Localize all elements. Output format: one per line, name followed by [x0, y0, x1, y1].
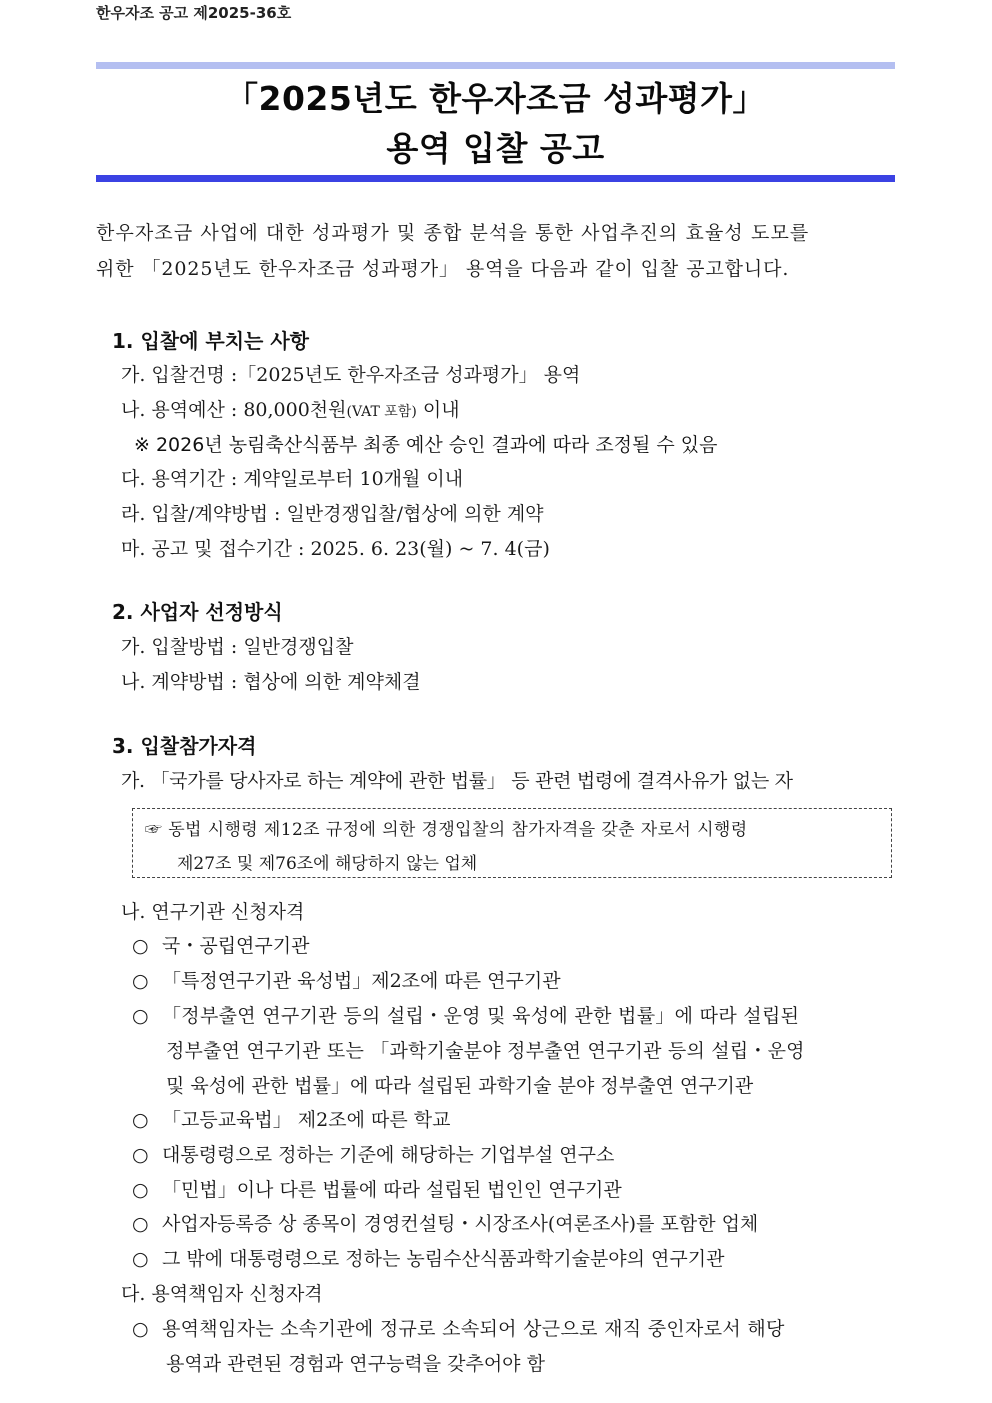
section-2-heading: 2. 사업자 선정방식 — [112, 600, 283, 624]
page-title — [96, 74, 895, 174]
institution-item: ○ 「고등교육법」 제2조에 따른 학교 — [132, 1109, 451, 1131]
section-1-item-c: 다. 용역기간 : 계약일로부터 10개월 이내 — [121, 468, 464, 490]
institution-item: ○ 「특정연구기관 육성법」제2조에 따른 연구기관 — [132, 970, 561, 992]
section-1-item-b — [121, 395, 460, 422]
institution-item: ○ 그 밖에 대통령령으로 정하는 농림수산식품과학기술분야의 연구기관 — [132, 1248, 725, 1270]
manager-qualification-item: ○ 용역책임자는 소속기관에 정규로 소속되어 상근으로 재직 중인자로서 해당 — [132, 1318, 785, 1340]
title-bottom-rule — [96, 175, 895, 182]
institution-item: ○ 사업자등록증 상 종목이 경영컨설팅・시장조사(여론조사)를 포함한 업체 — [132, 1213, 759, 1235]
section-3-item-a: 가. 「국가를 당사자로 하는 계약에 관한 법률」 등 관련 법령에 결격사유가 없는 자 — [121, 770, 793, 792]
budget-vat-note: (VAT 포함) — [346, 404, 417, 420]
circle-bullet-icon: ○ — [132, 1109, 149, 1131]
section-2-item-a: 가. 입찰방법 : 일반경쟁입찰 — [121, 636, 354, 658]
circle-bullet-icon: ○ — [132, 1005, 149, 1027]
circle-bullet-icon: ○ — [132, 1144, 149, 1166]
section-1-heading: 1. 입찰에 부치는 사항 — [112, 329, 309, 353]
title-line-2: 용역 입찰 공고 — [386, 129, 605, 168]
budget-adjustment-note: ※ 2026년 농림축산식품부 최종 예산 승인 결과에 따라 조정될 수 있음 — [134, 434, 718, 456]
institution-3-continuation-2: 및 육성에 관한 법률」에 따라 설립된 과학기술 분야 정부출연 연구기관 — [166, 1075, 754, 1097]
institution-item: ○ 국・공립연구기관 — [132, 935, 310, 957]
section-1-item-a: 가. 입찰건명 :「2025년도 한우자조금 성과평가」 용역 — [121, 364, 581, 386]
circle-bullet-icon: ○ — [132, 935, 149, 957]
document-number: 한우자조 공고 제2025-36호 — [96, 4, 292, 22]
section-3-item-c: 다. 용역책임자 신청자격 — [121, 1283, 323, 1305]
reference-note-box — [132, 808, 892, 878]
title-top-rule — [96, 62, 895, 69]
circle-bullet-icon: ○ — [132, 970, 149, 992]
section-1-item-e: 마. 공고 및 접수기간 : 2025. 6. 23(월) ~ 7. 4(금) — [121, 538, 550, 560]
title-line-1: 「2025년도 한우자조금 성과평가」 — [225, 79, 766, 118]
institution-item: ○ 「정부출연 연구기관 등의 설립・운영 및 육성에 관한 법률」에 따라 설립된 — [132, 1005, 800, 1027]
circle-bullet-icon: ○ — [132, 1318, 149, 1340]
budget-tail: 이내 — [416, 399, 460, 421]
reference-line-2: 제27조 및 제76조에 해당하지 않는 업체 — [177, 854, 478, 874]
section-1-item-d: 라. 입찰/계약방법 : 일반경쟁입찰/협상에 의한 계약 — [121, 503, 544, 525]
institution-3-continuation-1: 정부출연 연구기관 또는 「과학기술분야 정부출연 연구기관 등의 설립・운영 — [166, 1040, 805, 1062]
intro-line-1: 한우자조금 사업에 대한 성과평가 및 종합 분석을 통한 사업추진의 효율성 도모를 — [96, 222, 810, 244]
circle-bullet-icon: ○ — [132, 1248, 149, 1270]
budget-text: 나. 용역예산 : 80,000천원 — [121, 399, 347, 421]
circle-bullet-icon: ○ — [132, 1213, 149, 1235]
section-3-item-b: 나. 연구기관 신청자격 — [121, 901, 305, 923]
reference-line-1: ☞ 동법 시행령 제12조 규정에 의한 경쟁입찰의 참가자격을 갖춘 자로서 시행령 — [145, 820, 748, 840]
institution-item: ○ 「민법」이나 다른 법률에 따라 설립된 법인인 연구기관 — [132, 1179, 622, 1201]
circle-bullet-icon: ○ — [132, 1179, 149, 1201]
institution-item: ○ 대통령령으로 정하는 기준에 해당하는 기업부설 연구소 — [132, 1144, 615, 1166]
intro-line-2: 위한 「2025년도 한우자조금 성과평가」 용역을 다음과 같이 입찰 공고합니다. — [96, 258, 790, 280]
section-3-heading: 3. 입찰참가자격 — [112, 734, 257, 758]
manager-qualification-continuation: 용역과 관련된 경험과 연구능력을 갖추어야 함 — [166, 1353, 545, 1375]
section-2-item-b: 나. 계약방법 : 협상에 의한 계약체결 — [121, 671, 421, 693]
